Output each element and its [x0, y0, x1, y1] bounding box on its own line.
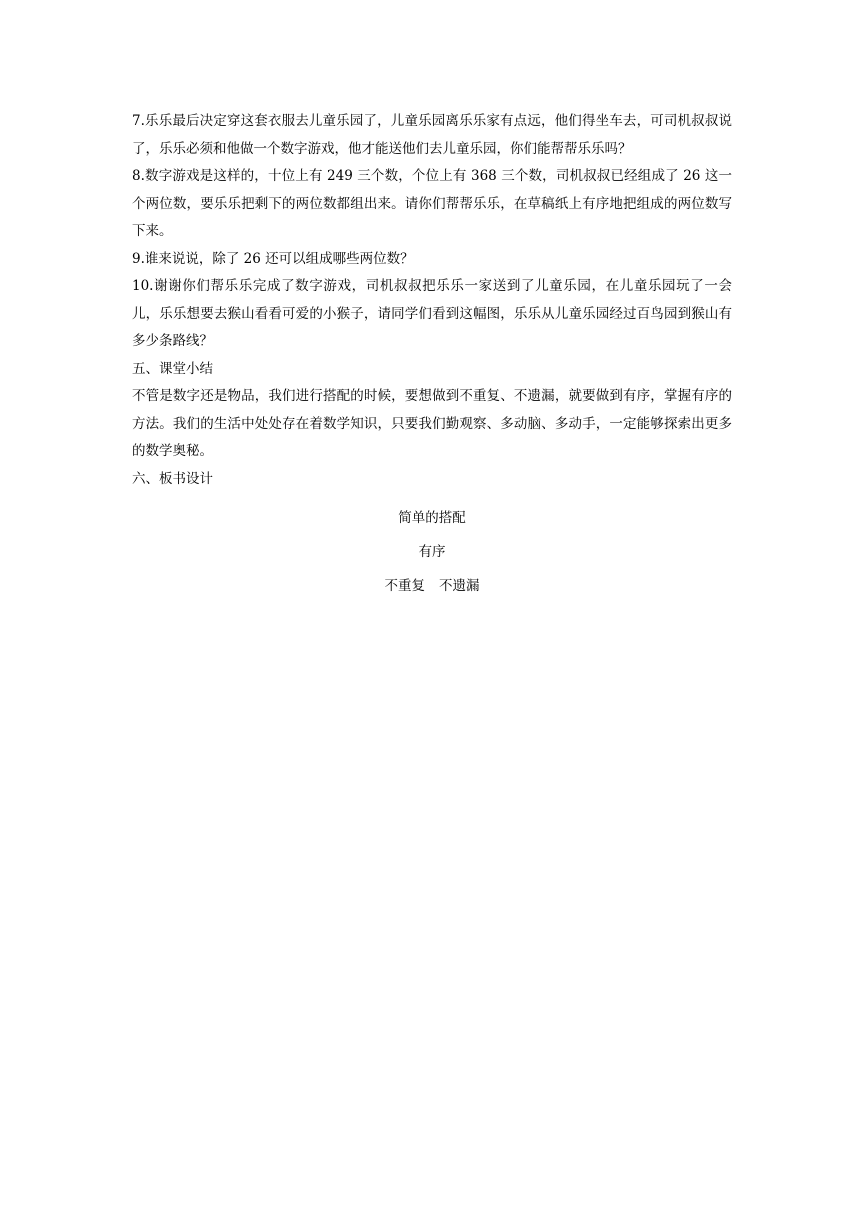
section-6-heading: 六、板书设计 — [132, 470, 213, 487]
paragraph-8: 8.数字游戏是这样的，十位上有 249 三个数，个位上有 368 三个数，司机叔叔已经组成了 26 这一个两位数，要乐乐把剩下的两位数都组出来。请你们帮帮乐乐，在草稿纸上有序地把组成的两位数写下来。 — [132, 168, 732, 239]
section-5-summary: 不管是数字还是物品，我们进行搭配的时候，要想做到不重复、不遗漏，就要做到有序，掌握有序的方法。我们的生活中处处存在着数学知识，只要我们勤观察、多动脑、多动手，一定能够探索出更多的数学奥秘。 — [132, 388, 732, 459]
paragraph-10: 10.谢谢你们帮乐乐完成了数字游戏，司机叔叔把乐乐一家送到了儿童乐园，在儿童乐园玩了一会儿，乐乐想要去猴山看看可爱的小猴子，请同学们看到这幅图，乐乐从儿童乐园经过百鸟园到猴山有多少条路线？ — [132, 278, 732, 349]
board-line-principles — [132, 569, 732, 603]
document-body — [132, 108, 732, 603]
board-no-omission: 不遗漏 — [439, 578, 480, 594]
board-line-ordered: 有序 — [418, 544, 446, 560]
paragraph-9: 9.谁来说说，除了 26 还可以组成哪些两位数？ — [132, 250, 414, 267]
blackboard-design — [132, 501, 732, 603]
paragraph-7: 7.乐乐最后决定穿这套衣服去儿童乐园了，儿童乐园离乐乐家有点远，他们得坐车去，可司机叔叔说了，乐乐必须和他做一个数字游戏，他才能送他们去儿童乐园，你们能帮帮乐乐吗？ — [132, 113, 732, 157]
board-title: 简单的搭配 — [398, 510, 466, 526]
board-no-repeat: 不重复 — [384, 578, 425, 594]
section-5-heading: 五、课堂小结 — [132, 360, 213, 377]
